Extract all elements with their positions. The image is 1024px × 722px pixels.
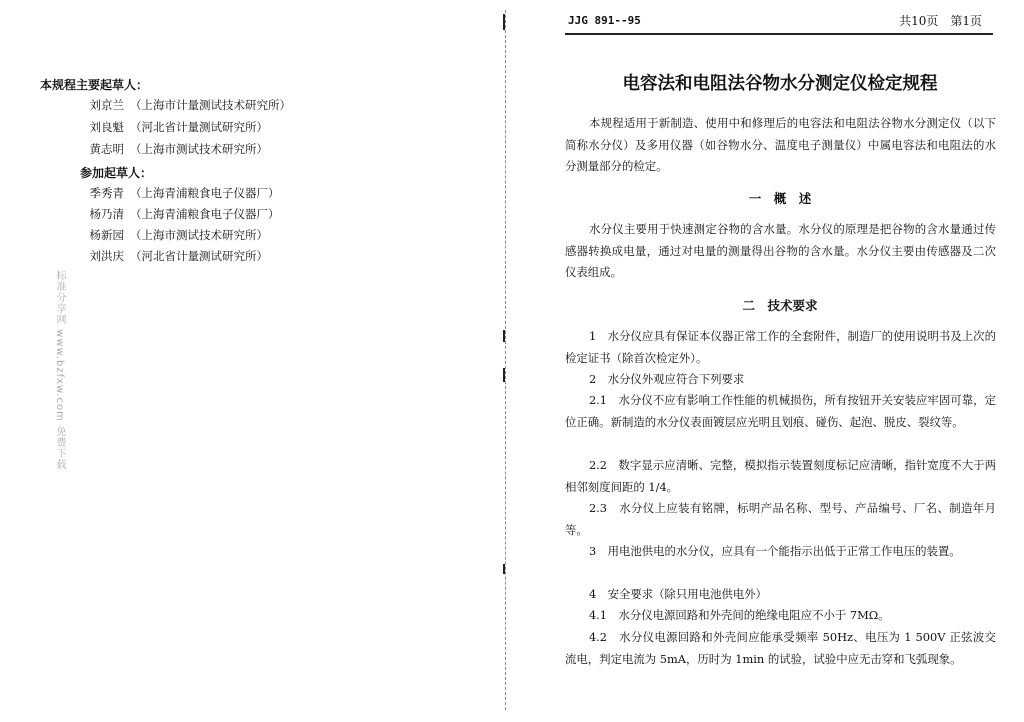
clause-4: 4 安全要求（除只用电池供电外） xyxy=(588,587,768,601)
participant-name: 季秀青 xyxy=(89,186,124,200)
participant-org: （河北省计量测试研究所） xyxy=(130,249,268,263)
page-counter: 共10页 第1页 xyxy=(899,14,982,28)
section-heading-overview: 一 概 述 xyxy=(748,191,812,206)
participant-name: 杨乃清 xyxy=(89,207,124,221)
drafter-name: 刘良魁 xyxy=(89,120,124,134)
document-code: JJG 891--95 xyxy=(568,14,641,27)
clause-4-2: 4.2 水分仪电源回路和外壳间应能承受频率 50Hz、电压为 1 500V 正弦波交流电，判定电流为 5mA，历时为 1min 的试验，试验中应无击穿和飞弧现象。 xyxy=(565,630,996,666)
participant-org: （上海市测试技术研究所） xyxy=(130,228,268,242)
clause-2-2: 2.2 数字显示应清晰、完整，模拟指示装置刻度标记应清晰，指针宽度不大于两相邻刻度间距的 1/4。 xyxy=(565,458,996,494)
drafter-org: （上海市测试技术研究所） xyxy=(130,142,268,156)
participant-name: 刘洪庆 xyxy=(89,249,124,263)
clause-2: 2 水分仪外观应符合下列要求 xyxy=(588,372,745,386)
left-page xyxy=(0,0,505,722)
watermark: 标准分享网 www.bzfxw.com 免费下载 xyxy=(54,270,65,470)
participant-org: （上海青浦粮食电子仪器厂） xyxy=(130,207,280,221)
document-title: 电容法和电阻法谷物水分测定仪检定规程 xyxy=(622,74,938,94)
participant-name: 杨新园 xyxy=(89,228,124,242)
header-rule xyxy=(565,33,993,35)
drafter-name: 刘京兰 xyxy=(89,98,124,112)
section-heading-tech-requirements: 二 技术要求 xyxy=(742,298,818,313)
participants-title: 参加起草人： xyxy=(80,166,153,180)
clause-2-1: 2.1 水分仪不应有影响工作性能的机械损伤，所有按钮开关安装应牢固可靠，定位正确。新制造的水分仪表面镀层应光明且划痕、碰伤、起泡、脱皮、裂纹等。 xyxy=(565,393,996,429)
drafter-org: （河北省计量测试研究所） xyxy=(130,120,268,134)
participant-org: （上海青浦粮食电子仪器厂） xyxy=(130,186,280,200)
clause-4-1: 4.1 水分仪电源回路和外壳间的绝缘电阻应不小于 7MΩ。 xyxy=(588,608,890,622)
right-page xyxy=(505,0,1024,722)
drafter-org: （上海市计量测试技术研究所） xyxy=(130,98,291,112)
drafter-name: 黄志明 xyxy=(89,142,124,156)
overview-paragraph: 水分仪主要用于快速测定谷物的含水量。水分仪的原理是把谷物的含水量通过传感器转换成电量，通过对电量的测量得出谷物的含水量。水分仪主要由传感器及二次仪表组成。 xyxy=(565,222,996,279)
drafters-title: 本规程主要起草人： xyxy=(40,78,149,92)
clause-1: 1 水分仪应具有保证本仪器正常工作的全套附件，制造厂的使用说明书及上次的检定证书（除首次检定外）。 xyxy=(565,329,996,365)
clause-3: 3 用电池供电的水分仪，应具有一个能指示出低于正常工作电压的装置。 xyxy=(588,544,961,558)
intro-paragraph: 本规程适用于新制造、使用中和修理后的电容法和电阻法谷物水分测定仪（以下简称水分仪）及多用仪器（如谷物水分、温度电子测量仪）中属电容法和电阻法的水分测量部分的检定。 xyxy=(565,116,996,173)
clause-2-3: 2.3 水分仪上应装有铭牌，标明产品名称、型号、产品编号、厂名、制造年月等。 xyxy=(565,501,996,537)
